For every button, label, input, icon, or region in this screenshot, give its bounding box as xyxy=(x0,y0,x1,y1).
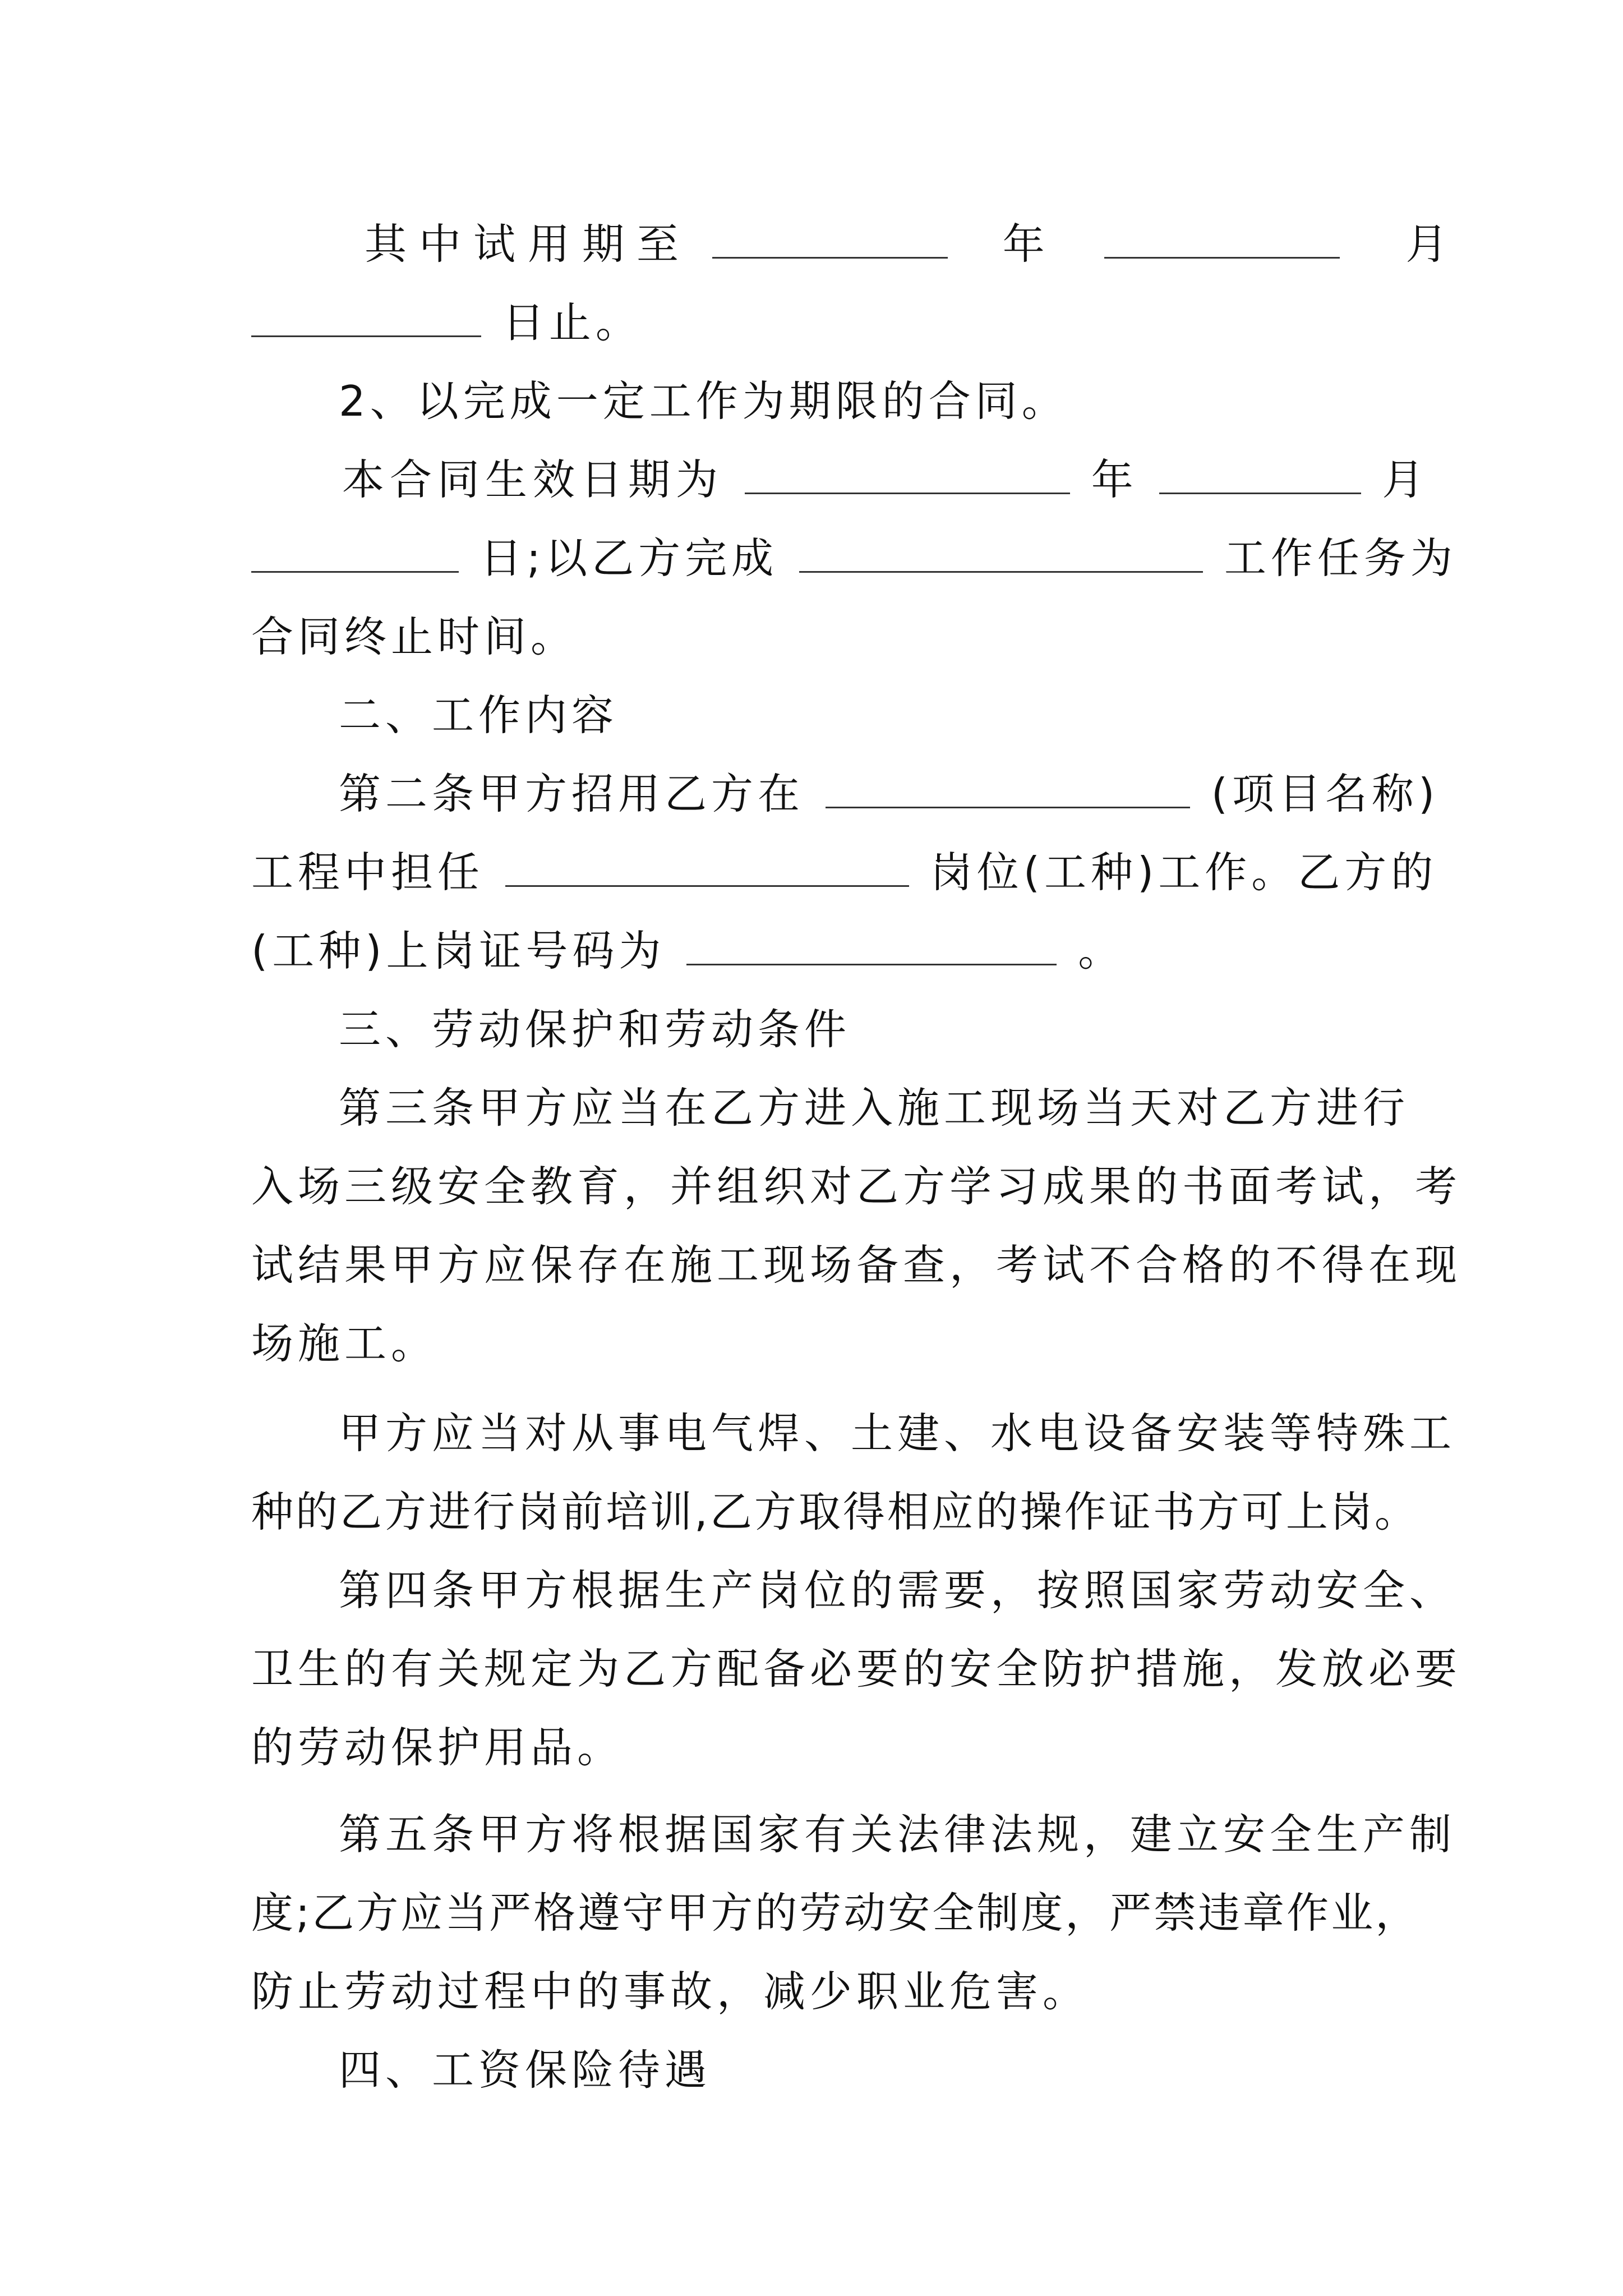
effective-year-blank xyxy=(745,492,1070,494)
position-suffix: 岗位(工种)工作。乙方的 xyxy=(930,848,1438,897)
trial-period-label: 其中试用期至 xyxy=(365,219,691,269)
task-blank xyxy=(799,570,1203,573)
completion-line xyxy=(251,516,1457,600)
paragraph-line xyxy=(251,1705,1384,1789)
article-2-label: 第二条甲方招用乙方在 xyxy=(339,769,805,818)
paragraph-line xyxy=(339,1391,1472,1475)
effective-month-label: 月 xyxy=(1382,455,1429,504)
paragraph-line xyxy=(251,1871,1420,1955)
paragraph-text: 种的乙方进行岗前培训,乙方取得相应的操作证书方可上岗。 xyxy=(251,1487,1419,1536)
day-end-label: 日止。 xyxy=(502,298,642,347)
paragraph-line xyxy=(251,1223,1462,1307)
paragraph-line xyxy=(339,1066,1472,1150)
effective-date-label: 本合同生效日期为 xyxy=(342,455,724,504)
section-3-heading xyxy=(339,987,1472,1071)
month-label: 月 xyxy=(1405,219,1453,269)
trial-day-blank xyxy=(251,335,481,337)
clause-2-text: 2、以完成一定工作为期限的合同。 xyxy=(339,376,1068,426)
certificate-suffix: 。 xyxy=(1078,926,1125,976)
paragraph-text: 的劳动保护用品。 xyxy=(251,1723,624,1772)
paragraph-line xyxy=(251,1301,1384,1386)
paragraph-line xyxy=(251,1949,1384,2033)
clause-2-heading xyxy=(339,359,1472,443)
article-4-text: 第四条甲方根据生产岗位的需要，按照国家劳动安全、 xyxy=(339,1566,1456,1615)
position-label: 工程中担任 xyxy=(251,848,485,897)
termination-line xyxy=(251,595,1384,679)
termination-text: 合同终止时间。 xyxy=(251,612,578,661)
certificate-label: (工种)上岗证号码为 xyxy=(251,926,666,976)
article-2-line xyxy=(339,752,1472,836)
effective-month-blank xyxy=(1159,492,1361,494)
trial-month-blank xyxy=(1104,256,1340,259)
completion-label: 日;以乙方完成 xyxy=(479,533,778,583)
paragraph-line xyxy=(251,1470,1419,1554)
section-4-heading xyxy=(339,2028,1472,2112)
trial-year-blank xyxy=(712,256,948,259)
effective-date-line xyxy=(342,438,1429,522)
paragraph-text: 卫生的有关规定为乙方配备必要的安全防护措施，发放必要 xyxy=(251,1644,1462,1694)
section-2-heading xyxy=(339,673,1472,757)
paragraph-line xyxy=(339,1792,1472,1876)
year-label: 年 xyxy=(1002,219,1049,269)
special-trade-text: 甲方应当对从事电气焊、土建、水电设备安装等特殊工 xyxy=(339,1409,1456,1458)
section-2-title: 二、工作内容 xyxy=(339,691,619,740)
article-5-text: 第五条甲方将根据国家有关法律法规，建立安全生产制 xyxy=(339,1810,1456,1859)
certificate-line xyxy=(251,909,1384,993)
task-suffix: 工作任务为 xyxy=(1224,533,1457,583)
position-blank xyxy=(505,885,909,887)
paragraph-text: 防止劳动过程中的事故，减少职业危害。 xyxy=(251,1967,1090,2016)
project-name-blank xyxy=(826,806,1190,808)
section-4-title: 四、工资保险待遇 xyxy=(339,2045,712,2095)
project-name-suffix: (项目名称) xyxy=(1211,769,1440,818)
paragraph-line xyxy=(339,1548,1472,1632)
paragraph-text: 入场三级安全教育，并组织对乙方学习成果的书面考试，考 xyxy=(251,1162,1462,1211)
paragraph-line xyxy=(251,1144,1462,1228)
paragraph-text: 场施工。 xyxy=(251,1319,438,1368)
trial-period-line xyxy=(365,202,1453,286)
paragraph-text: 度;乙方应当严格遵守甲方的劳动安全制度，严禁违章作业， xyxy=(251,1888,1420,1938)
paragraph-line xyxy=(251,1627,1462,1711)
paragraph-text: 试结果甲方应保存在施工现场备查，考试不合格的不得在现 xyxy=(251,1240,1462,1290)
article-3-text: 第三条甲方应当在乙方进入施工现场当天对乙方进行 xyxy=(339,1083,1410,1133)
trial-day-line xyxy=(251,280,1384,365)
effective-year-label: 年 xyxy=(1091,455,1138,504)
certificate-blank xyxy=(686,963,1057,965)
section-3-title: 三、劳动保护和劳动条件 xyxy=(339,1005,851,1054)
position-line xyxy=(251,830,1438,914)
effective-day-blank xyxy=(251,570,459,573)
